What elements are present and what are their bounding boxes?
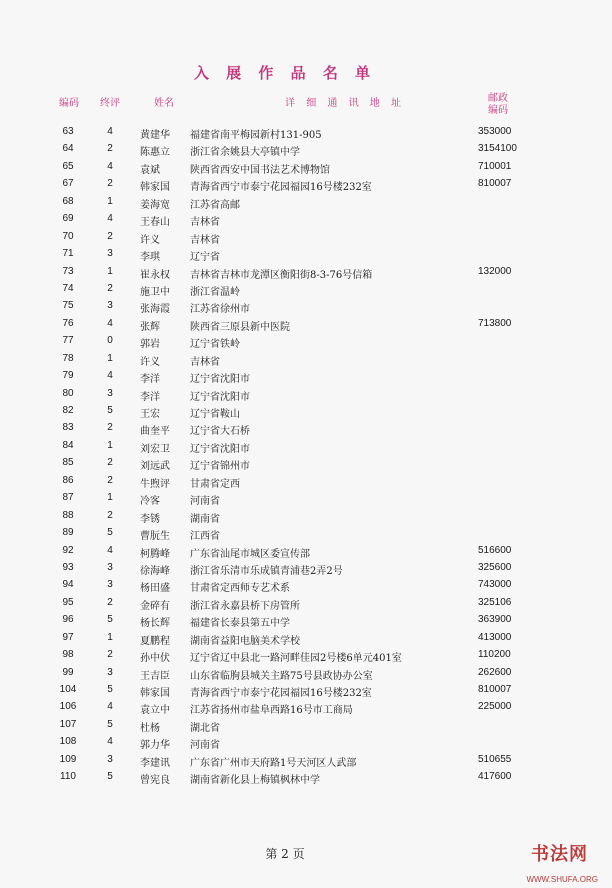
cell-address: 辽宁省沈阳市 [190,443,250,455]
cell-postal-code: 713800 [478,317,512,329]
cell-code: 77 [62,335,74,347]
cell-code: 79 [62,370,74,382]
table-row [0,228,612,245]
cell-name: 李洋 [140,391,160,403]
cell-final-score: 3 [107,387,113,399]
cell-postal-code: 225000 [478,701,512,713]
cell-code: 106 [59,701,77,713]
cell-final-score: 3 [107,666,113,678]
cell-name: 冷客 [140,496,160,508]
cell-address: 山东省临朐县城关主路75号县政协办公室 [190,670,373,682]
table-row [0,594,612,611]
cell-name: 杜杨 [140,722,160,734]
table-row [0,542,612,559]
cell-code: 107 [59,718,77,730]
cell-address: 陕西省三原县新中医院 [190,321,290,333]
table-row [0,315,612,332]
table-row [0,751,612,768]
cell-address: 辽宁省大石桥 [190,426,250,438]
cell-address: 河南省 [190,740,220,752]
column-header-postal: 邮政 编码 [488,93,508,116]
cell-name: 曹朊生 [140,531,170,543]
cell-address: 江苏省高邮 [190,199,240,211]
cell-name: 杨田盛 [140,583,170,595]
cell-final-score: 5 [107,405,113,416]
cell-final-score: 4 [107,213,113,225]
cell-final-score: 3 [107,561,113,573]
cell-postal-code: 325600 [478,561,512,573]
cell-postal-code: 510655 [478,753,512,765]
cell-code: 110 [60,771,76,783]
cell-name: 王吉臣 [140,670,170,682]
table-row [0,193,612,210]
cell-name: 孙中伏 [140,653,170,665]
cell-address: 辽宁省沈阳市 [190,391,250,403]
cell-address: 江西省 [190,531,220,543]
cell-name: 李建讯 [140,757,170,769]
table-row [0,664,612,681]
cell-name: 郭岩 [140,339,160,351]
cell-final-score: 5 [107,614,113,626]
cell-address: 辽宁省沈阳市 [190,374,250,386]
cell-final-score: 2 [107,178,113,190]
cell-final-score: 2 [107,649,113,661]
table-row [0,175,612,192]
cell-final-score: 4 [107,317,113,329]
cell-address: 福建省南平梅园新村131-905 [190,130,322,141]
table-row [0,489,612,506]
cell-address: 浙江省永嘉县桥下房管所 [190,600,300,612]
table-row [0,367,612,384]
cell-address: 辽宁省辽中县北一路河畔佳园2号楼6单元401室 [190,653,402,665]
cell-address: 甘肃省定西 [190,478,240,490]
cell-name: 徐海峰 [140,565,170,577]
cell-code: 94 [62,579,74,591]
table-row [0,385,612,402]
cell-code: 87 [62,492,74,504]
cell-postal-code: 810007 [478,684,512,695]
table-row [0,454,612,471]
cell-name: 王宏 [140,409,160,420]
cell-name: 许义 [140,234,160,246]
cell-address: 广东省汕尾市城区委宣传部 [190,548,310,560]
table-row [0,681,612,698]
cell-code: 80 [62,387,74,399]
cell-code: 67 [62,178,74,190]
cell-postal-code: 810007 [478,178,512,190]
cell-name: 张海霞 [140,304,170,316]
watermark-logo [508,840,604,884]
table-row [0,524,612,541]
cell-name: 金碎有 [140,600,170,612]
cell-code: 63 [62,126,74,137]
watermark-text: 书法网 [531,844,588,865]
cell-code: 75 [62,300,74,312]
cell-name: 夏鹏程 [140,635,170,647]
cell-code: 73 [62,265,74,277]
cell-postal-code: 363900 [478,614,512,626]
cell-name: 曾宪良 [140,775,170,787]
cell-final-score: 5 [107,684,113,695]
cell-final-score: 3 [107,300,113,312]
cell-final-score: 5 [107,527,113,539]
cell-address: 湖南省 [190,513,220,525]
cell-postal-code: 710001 [478,160,512,172]
cell-name: 韩家国 [140,182,170,194]
cell-final-score: 1 [107,492,113,504]
cell-code: 96 [62,614,74,626]
cell-address: 青海省西宁市泰宁花园福园16号楼232室 [190,688,372,699]
cell-address: 江苏省扬州市盐阜西路16号市工商局 [190,705,353,717]
cell-name: 张辉 [140,321,160,333]
cell-final-score: 1 [107,352,113,364]
cell-postal-code: 413000 [478,631,512,643]
cell-name: 牛煦评 [140,478,170,490]
cell-code: 93 [62,561,74,573]
cell-address: 湖南省益阳电脑美术学校 [190,635,300,647]
cell-final-score: 2 [107,282,113,294]
cell-postal-code: 743000 [478,579,512,591]
cell-code: 98 [62,649,74,661]
page-title: 入 展 作 品 名 单 [193,64,377,82]
column-header-code: 编码 [59,98,79,109]
cell-final-score: 5 [107,771,113,783]
table-row [0,280,612,297]
cell-address: 湖北省 [190,722,220,734]
table-row [0,472,612,489]
cell-postal-code: 132000 [478,265,512,277]
table-row [0,698,612,715]
cell-name: 黄建华 [140,130,170,141]
cell-postal-code: 516600 [478,544,512,556]
cell-final-score: 2 [107,474,113,486]
column-header-address: 详 细 通 讯 地 址 [285,98,405,109]
cell-name: 郭力华 [140,740,170,752]
table-row [0,559,612,576]
cell-address: 浙江省乐清市乐成镇青浦巷2弄2号 [190,565,343,577]
cell-final-score: 3 [107,753,113,765]
cell-code: 82 [62,405,74,416]
table-row [0,402,612,419]
cell-name: 韩家国 [140,688,170,699]
cell-address: 广东省广州市天府路1号天河区人武部 [190,757,357,769]
cell-name: 刘宏卫 [140,443,170,455]
cell-name: 王春山 [140,217,170,229]
cell-final-score: 5 [107,718,113,730]
cell-code: 76 [62,317,74,329]
cell-name: 袁斌 [140,164,160,176]
cell-address: 吉林省 [190,217,220,229]
cell-name: 陈惠立 [140,147,170,159]
table-row [0,419,612,436]
cell-name: 施卫中 [140,286,170,298]
cell-final-score: 1 [107,631,113,643]
cell-name: 刘远武 [140,461,170,473]
cell-address: 辽宁省锦州市 [190,461,250,473]
cell-address: 江苏省徐州市 [190,304,250,316]
cell-final-score: 4 [107,370,113,382]
cell-name: 曲奎平 [140,426,170,438]
table-row [0,646,612,663]
cell-code: 89 [62,527,74,539]
cell-final-score: 4 [107,701,113,713]
cell-code: 64 [62,143,74,155]
cell-final-score: 4 [107,160,113,172]
table-row [0,716,612,733]
cell-final-score: 1 [107,265,113,277]
cell-code: 78 [62,352,74,364]
cell-address: 甘肃省定西师专艺术系 [190,583,290,595]
cell-code: 86 [62,474,74,486]
cell-name: 李洋 [140,374,160,386]
cell-address: 河南省 [190,496,220,508]
cell-final-score: 2 [107,230,113,242]
cell-name: 柯腾峰 [140,548,170,560]
cell-name: 李琪 [140,252,160,264]
table-row [0,629,612,646]
cell-name: 许义 [140,356,160,368]
watermark-url: WWW.SHUFA.ORG [526,875,598,884]
table-row [0,245,612,262]
cell-code: 88 [62,509,74,521]
cell-final-score: 2 [107,143,113,155]
cell-code: 70 [62,230,74,242]
cell-final-score: 2 [107,457,113,469]
cell-address: 吉林省 [190,356,220,368]
table-row [0,350,612,367]
cell-code: 99 [62,666,74,678]
page-number: 第 2 页 [265,847,305,861]
table-row [0,140,612,157]
cell-postal-code: 110200 [478,649,511,661]
cell-final-score: 1 [107,439,113,451]
cell-address: 福建省长泰县第五中学 [190,618,290,630]
cell-code: 85 [62,457,74,469]
cell-final-score: 2 [107,509,113,521]
cell-postal-code: 417600 [478,771,512,783]
table-row [0,210,612,227]
table-row [0,123,612,140]
cell-address: 浙江省温岭 [190,286,240,298]
table-row [0,611,612,628]
cell-code: 69 [62,213,74,225]
entry-list [0,123,612,786]
cell-code: 92 [62,544,74,556]
cell-code: 97 [62,631,74,643]
table-row [0,263,612,280]
cell-code: 83 [62,422,74,434]
cell-code: 68 [62,195,74,207]
table-row [0,332,612,349]
cell-code: 109 [59,753,77,765]
cell-name: 杨长辉 [140,618,170,630]
table-row [0,576,612,593]
cell-final-score: 2 [107,422,113,434]
cell-final-score: 4 [107,126,113,137]
table-row [0,158,612,175]
table-row [0,437,612,454]
cell-final-score: 3 [107,248,113,260]
cell-address: 吉林省 [190,234,220,246]
cell-name: 姜海宽 [140,199,170,211]
cell-name: 袁立中 [140,705,170,717]
cell-code: 71 [62,248,74,260]
cell-code: 104 [59,684,77,695]
table-row [0,768,612,785]
cell-address: 辽宁省 [190,252,220,264]
cell-address: 辽宁省鞍山 [190,409,240,420]
cell-final-score: 2 [107,596,113,608]
cell-final-score: 4 [107,544,113,556]
cell-code: 74 [62,282,74,294]
cell-code: 108 [59,736,77,748]
cell-address: 吉林省吉林市龙潭区衡阳街8-3-76号信箱 [190,269,373,281]
cell-code: 95 [62,596,74,608]
cell-code: 65 [62,160,74,172]
cell-final-score: 0 [107,335,113,347]
column-header-name: 姓名 [154,98,174,109]
cell-address: 湖南省新化县上梅镇枫林中学 [190,775,320,787]
table-row [0,297,612,314]
cell-name: 李锈 [140,513,160,525]
cell-address: 浙江省余姚县大亭镇中学 [190,147,300,159]
cell-postal-code: 325106 [478,596,512,608]
cell-address: 陕西省西安中国书法艺术博物馆 [190,164,330,176]
cell-name: 崔永权 [140,269,170,281]
cell-postal-code: 353000 [478,126,512,137]
table-row [0,733,612,750]
cell-postal-code: 3154100 [478,143,517,155]
cell-final-score: 3 [107,579,113,591]
cell-postal-code: 262600 [478,666,512,678]
cell-address: 辽宁省铁岭 [190,339,240,351]
cell-code: 84 [62,439,74,451]
column-header-final: 终评 [100,98,120,109]
cell-address: 青海省西宁市泰宁花园福园16号楼232室 [190,182,372,194]
table-row [0,507,612,524]
cell-final-score: 1 [107,195,113,207]
cell-final-score: 4 [107,736,113,748]
